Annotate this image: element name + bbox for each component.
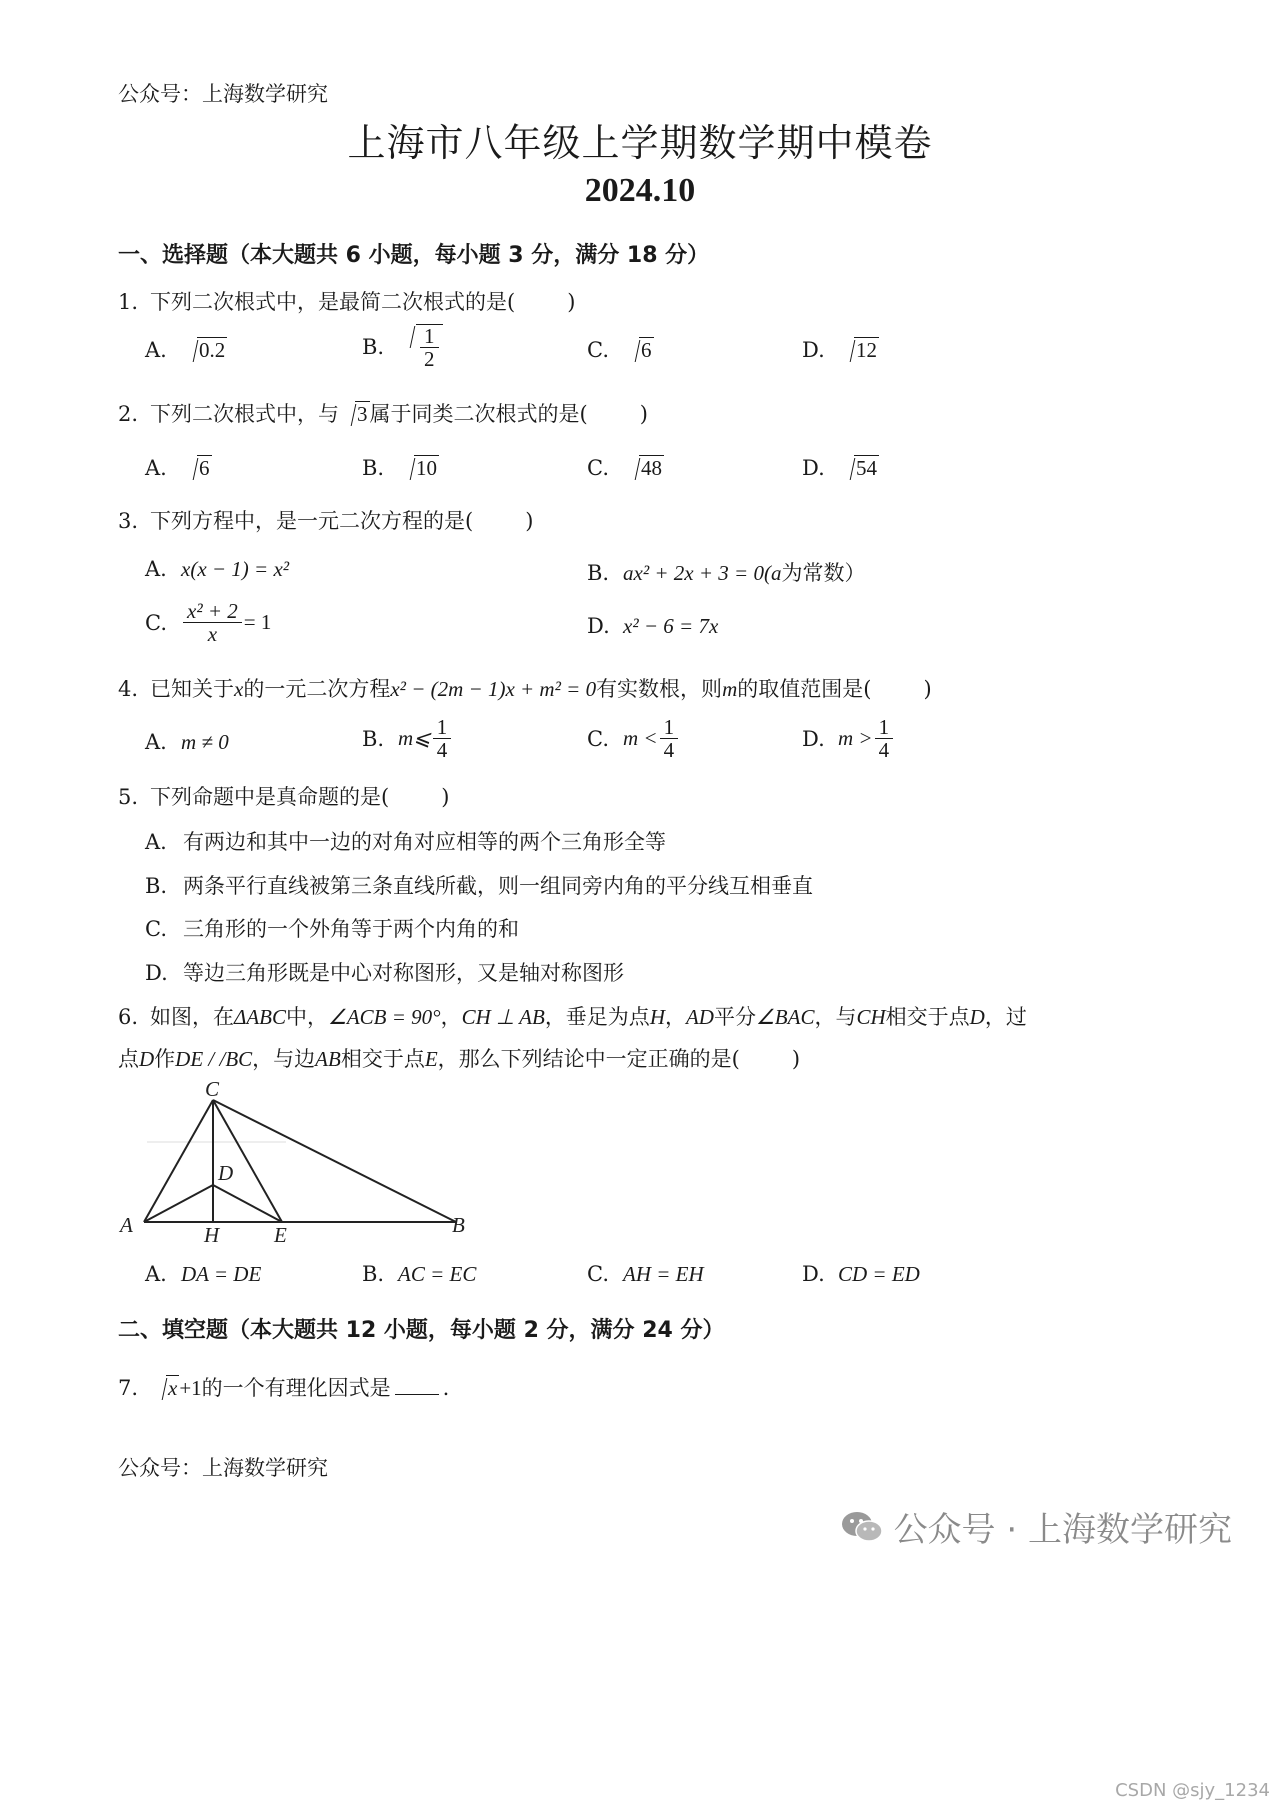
- radical: [181, 456, 212, 481]
- question-2: [118, 398, 648, 428]
- math-term: H: [649, 1005, 665, 1029]
- radical: [838, 456, 879, 481]
- answer-paren-open: (: [863, 677, 872, 701]
- question-stem: 中，: [286, 1005, 328, 1029]
- q3-option-d: [587, 614, 718, 639]
- option-letter: B.: [145, 874, 168, 898]
- question-stem: 的取值范围是: [737, 677, 864, 701]
- radical: [150, 1376, 179, 1401]
- math-term: DE / /BC: [175, 1047, 253, 1071]
- answer-paren-open: (: [465, 509, 474, 533]
- math-term: E: [424, 1047, 438, 1071]
- q1-option-b: [362, 324, 443, 370]
- fraction-numerator: 1: [660, 716, 679, 739]
- question-stem: ，过: [984, 1005, 1027, 1029]
- option-letter: A.: [145, 456, 167, 480]
- question-stem: 下列命题中是真命题的是: [150, 785, 381, 809]
- fraction-denominator: 2: [424, 347, 435, 372]
- radical: [838, 338, 879, 363]
- radicand: 54: [856, 456, 877, 480]
- footer-source-note: 公众号：上海数学研究: [118, 1456, 328, 1480]
- variable-x: x: [234, 677, 244, 701]
- option-expression: m >: [838, 726, 873, 751]
- question-stem: ，与: [814, 1005, 857, 1029]
- option-letter: B.: [587, 561, 610, 585]
- option-letter: D.: [145, 961, 168, 985]
- question-stem: ，那么下列结论中一定正确的是: [437, 1047, 732, 1071]
- section-heading-choice: 一、选择题（本大题共 6 小题，每小题 3 分，满分 18 分）: [118, 243, 710, 268]
- radicand: 10: [416, 456, 437, 480]
- question-number: 4.: [118, 677, 139, 701]
- question-number: 5.: [118, 785, 139, 809]
- math-term: ∠BAC: [755, 1005, 815, 1029]
- option-expression: ax² + 2x + 3 = 0(: [623, 561, 771, 585]
- wechat-watermark: [840, 1502, 1232, 1551]
- fraction-denominator: 4: [663, 738, 675, 763]
- label-c: C: [205, 1082, 220, 1101]
- radicand: 0.2: [199, 338, 226, 362]
- watermark-text: 公众号 · 上海数学研究: [893, 1510, 1232, 1550]
- question-7: [118, 1372, 449, 1402]
- q4-option-d: [802, 716, 895, 761]
- math-term: AB: [315, 1047, 341, 1071]
- option-letter: D.: [802, 338, 825, 362]
- q3-option-c: [145, 600, 271, 645]
- answer-paren-open: (: [579, 402, 588, 426]
- option-expression: m⩽: [398, 726, 431, 751]
- wechat-icon: [840, 1509, 884, 1545]
- section-heading-fill: 二、填空题（本大题共 12 小题，每小题 2 分，满分 24 分）: [118, 1318, 725, 1343]
- option-note: 为常数）: [781, 561, 866, 585]
- option-letter: D.: [802, 456, 825, 480]
- question-stem: 有实数根，则: [596, 677, 723, 701]
- option-expression: m ≠ 0: [181, 730, 229, 754]
- option-letter: B.: [362, 726, 385, 751]
- option-expression: DA = DE: [181, 1262, 262, 1286]
- q6-option-a: [145, 1262, 261, 1287]
- option-letter: A.: [145, 557, 167, 581]
- question-stem: 平分: [713, 1005, 756, 1029]
- question-stem: 的一个有理化因式是: [201, 1376, 391, 1400]
- fraction-numerator: 1: [875, 716, 894, 739]
- answer-paren-close: ): [441, 785, 450, 809]
- q5-option-d: [145, 957, 624, 987]
- radicand: 48: [641, 456, 662, 480]
- question-number: 6.: [118, 1005, 139, 1029]
- option-letter: A.: [145, 1262, 167, 1286]
- q2-option-b: [362, 456, 439, 481]
- question-stem: 下列二次根式中，是最简二次根式的是: [150, 290, 507, 314]
- answer-paren-open: (: [731, 1047, 740, 1071]
- math-term: D: [139, 1047, 155, 1071]
- math-term: ∠ACB = 90°: [328, 1005, 441, 1029]
- math-term: AD: [685, 1005, 714, 1029]
- q4-option-c: [587, 716, 680, 761]
- option-letter: B.: [362, 1262, 385, 1286]
- q1-option-a: [145, 338, 227, 363]
- variable-m: m: [722, 677, 738, 701]
- option-letter: A.: [145, 830, 167, 854]
- question-1: [118, 286, 575, 316]
- question-stem: 相交于点: [885, 1005, 970, 1029]
- label-d: D: [218, 1161, 234, 1185]
- page-title: 上海市八年级上学期数学期中模卷: [347, 121, 933, 165]
- option-letter: C.: [587, 726, 609, 751]
- option-expression: m <: [623, 726, 658, 751]
- radical: [181, 338, 227, 363]
- option-expression: AH = EH: [623, 1262, 704, 1286]
- label-e: E: [274, 1223, 287, 1242]
- question-stem: 下列二次根式中，与: [150, 402, 339, 426]
- answer-paren-open: (: [507, 290, 516, 314]
- answer-paren-close: ): [639, 402, 648, 426]
- fraction-numerator: 1: [420, 325, 439, 348]
- question-4: [118, 673, 932, 703]
- fraction-denominator: 4: [436, 738, 448, 763]
- option-letter: B.: [362, 334, 385, 359]
- option-letter: D.: [802, 1262, 825, 1286]
- question-stem: ，: [440, 1005, 462, 1029]
- answer-paren-open: (: [381, 785, 390, 809]
- option-letter: C.: [145, 610, 167, 635]
- radicand: 6: [199, 456, 210, 480]
- label-h: H: [204, 1223, 220, 1242]
- fraction-denominator: x: [207, 622, 218, 647]
- answer-paren-close: ): [923, 677, 932, 701]
- q6-option-d: [802, 1262, 920, 1287]
- question-number: 3.: [118, 509, 139, 533]
- option-text: 两条平行直线被第三条直线所截，则一组同旁内角的平分线互相垂直: [183, 874, 813, 898]
- q5-option-b: [145, 870, 813, 900]
- triangle-figure: [110, 1082, 490, 1242]
- radicand: 6: [641, 338, 652, 362]
- math-term: +1: [179, 1376, 202, 1400]
- q2-option-a: [145, 456, 212, 481]
- question-stem: ，垂足为点: [544, 1005, 650, 1029]
- answer-paren-close: ): [791, 1047, 801, 1071]
- q2-option-c: [587, 456, 664, 481]
- q2-option-d: [802, 456, 879, 481]
- label-a: A: [120, 1213, 133, 1237]
- option-text: 有两边和其中一边的对角对应相等的两个三角形全等: [183, 830, 666, 854]
- radical: [398, 324, 443, 370]
- csdn-credit: CSDN @sjy_1234: [1115, 1780, 1270, 1801]
- question-stem: 相交于点: [340, 1047, 425, 1071]
- radicand: 3: [357, 402, 368, 426]
- q3-option-b: [587, 557, 865, 587]
- math-term: CH ⊥ AB: [461, 1005, 545, 1029]
- q4-option-b: [362, 716, 453, 761]
- page-date: 2024.10: [584, 172, 696, 209]
- question-stem: 如图，在: [150, 1005, 234, 1029]
- question-stem: 属于同类二次根式的是: [369, 402, 580, 426]
- question-3: [118, 505, 533, 535]
- question-stem: 下列方程中，是一元二次方程的是: [150, 509, 465, 533]
- question-number: 2.: [118, 402, 139, 426]
- q5-option-c: [145, 913, 519, 943]
- q3-option-a: [145, 557, 289, 582]
- option-letter: D.: [587, 614, 610, 638]
- question-stem: 作: [154, 1047, 176, 1071]
- option-letter: C.: [587, 456, 609, 480]
- label-b: B: [452, 1213, 465, 1237]
- question-6-line-1: [118, 1001, 1027, 1031]
- option-expression: x² − 6 = 7x: [623, 614, 719, 638]
- radicand: 12: [856, 338, 877, 362]
- question-stem: 点: [118, 1047, 139, 1071]
- question-stem: 的一元二次方程: [243, 677, 391, 701]
- question-number: 1.: [118, 290, 139, 314]
- radical: [398, 456, 439, 481]
- q1-option-c: [587, 338, 654, 363]
- option-letter: C.: [587, 1262, 609, 1286]
- option-expression: CD = ED: [838, 1262, 920, 1286]
- option-letter: A.: [145, 730, 167, 754]
- q4-option-a: [145, 730, 229, 755]
- radical: [623, 456, 664, 481]
- math-term: CH: [856, 1005, 886, 1029]
- radicand: x: [168, 1376, 178, 1400]
- option-letter: A.: [145, 338, 167, 362]
- equation: x² − (2m − 1)x + m² = 0: [390, 677, 597, 701]
- answer-blank[interactable]: [395, 1394, 439, 1395]
- question-stem: ，与边: [252, 1047, 316, 1071]
- question-number: 7.: [118, 1376, 139, 1400]
- option-expression: = 1: [243, 610, 272, 635]
- q5-option-a: [145, 826, 666, 856]
- answer-paren-close: ): [525, 509, 534, 533]
- question-stem: ，: [664, 1005, 686, 1029]
- q1-option-d: [802, 338, 879, 363]
- q6-option-c: [587, 1262, 704, 1287]
- math-term: ΔABC: [234, 1005, 286, 1029]
- option-letter: B.: [362, 456, 385, 480]
- question-end: .: [442, 1376, 450, 1400]
- fraction-denominator: 4: [878, 738, 890, 763]
- question-5: [118, 781, 449, 811]
- question-6-line-2: [118, 1043, 800, 1073]
- answer-paren-close: ): [567, 290, 576, 314]
- fraction-numerator: 1: [433, 716, 452, 739]
- option-letter: C.: [145, 917, 167, 941]
- radical: [339, 402, 370, 427]
- q6-option-b: [362, 1262, 476, 1287]
- option-letter: D.: [802, 726, 825, 751]
- question-stem: 已知关于: [150, 677, 234, 701]
- radical: [623, 338, 654, 363]
- option-variable: a: [770, 561, 782, 585]
- math-term: D: [969, 1005, 985, 1029]
- option-text: 三角形的一个外角等于两个内角的和: [183, 917, 519, 941]
- fraction-numerator: x² + 2: [183, 600, 242, 623]
- option-expression: AC = EC: [398, 1262, 477, 1286]
- option-text: 等边三角形既是中心对称图形，又是轴对称图形: [183, 961, 624, 985]
- option-expression: x(x − 1) = x²: [181, 557, 290, 581]
- header-source-note: 公众号：上海数学研究: [118, 82, 328, 106]
- option-letter: C.: [587, 338, 609, 362]
